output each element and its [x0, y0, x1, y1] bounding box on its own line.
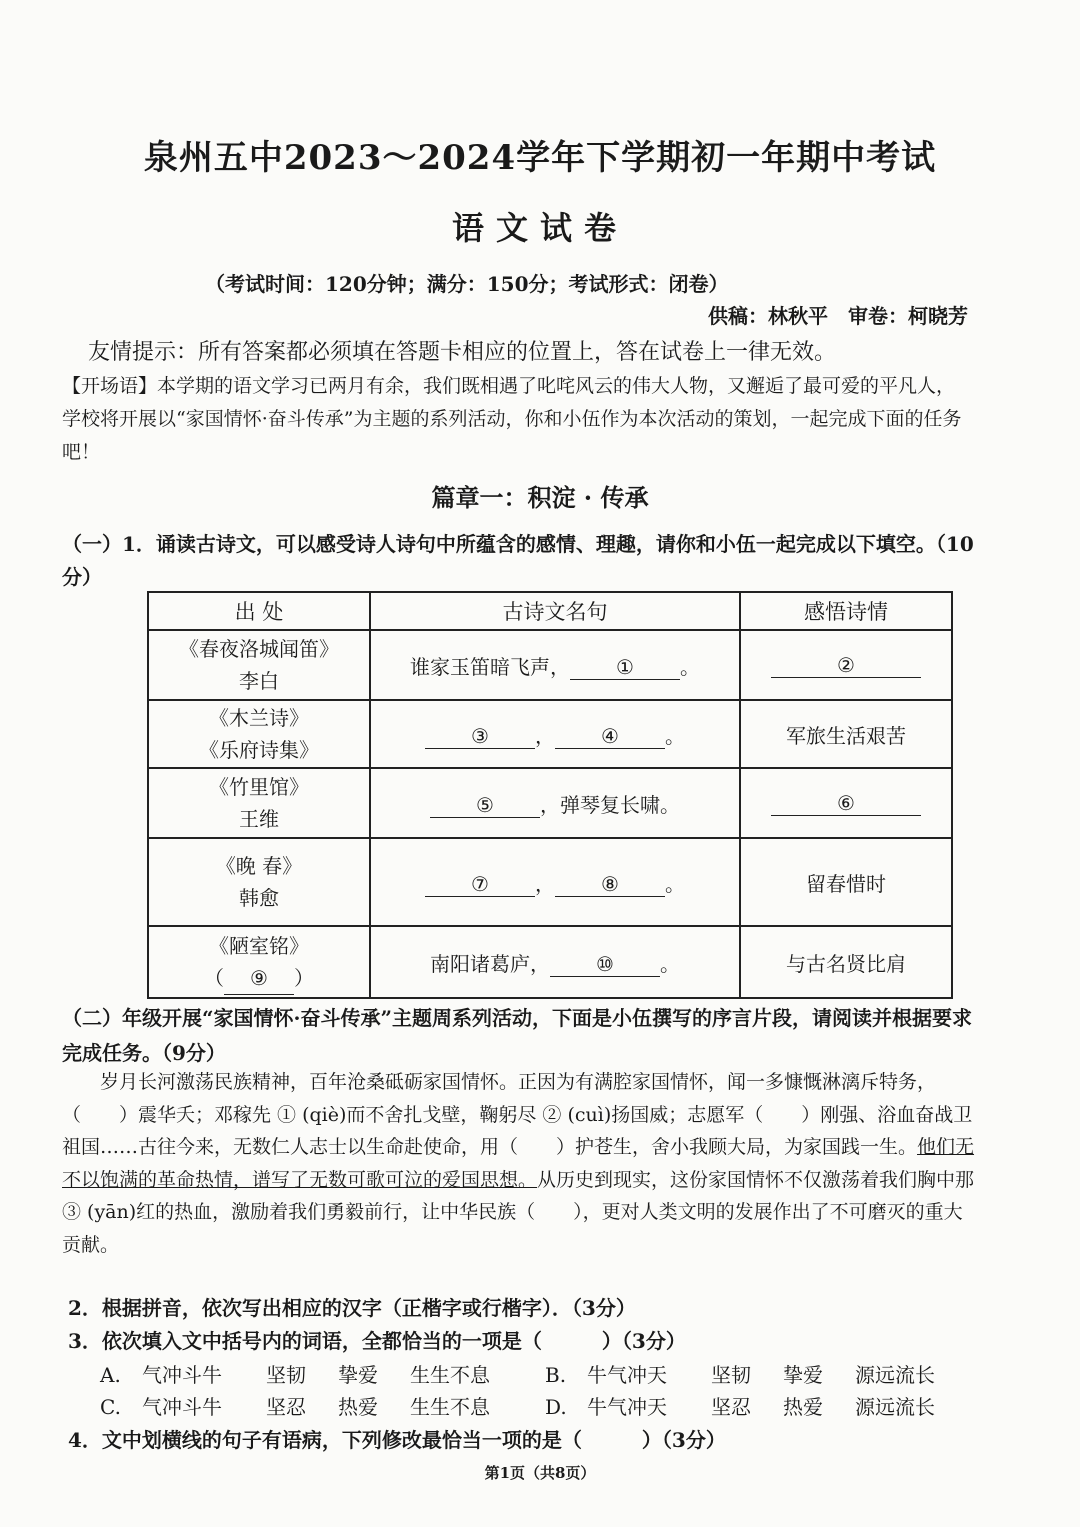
question-2: 2．根据拼音，依次写出相应的汉字（正楷字或行楷字）．（3分）	[68, 1296, 636, 1320]
verse-text: 南阳诸葛庐，	[430, 951, 550, 976]
answer-blank[interactable]: ⑦	[425, 872, 535, 897]
verse-end: 。	[665, 723, 685, 748]
option-word: 气冲斗牛	[142, 1395, 222, 1419]
answer-blank[interactable]: ⑤	[430, 793, 540, 818]
poem-table	[147, 591, 953, 999]
question-3: 3．依次填入文中括号内的词语，全都恰当的一项是（ ）（3分）	[68, 1329, 686, 1353]
question-group-2-prompt: （二）年级开展“家国情怀·奋斗传承”主题周系列活动，下面是小伍撰写的序言片段，请阅读并根据要求完成任务。（9分）	[62, 1006, 972, 1065]
verse-end: 。	[680, 654, 700, 679]
answer-blank[interactable]: ④	[555, 724, 665, 749]
header-source: 出 处	[148, 592, 370, 630]
option-word: 牛气冲天	[587, 1363, 667, 1387]
source-cell	[148, 700, 370, 768]
option[interactable]	[100, 1359, 545, 1391]
source-author: 《乐府诗集》	[199, 738, 319, 762]
verse-text: 谁家玉笛暗飞声，	[410, 654, 570, 679]
question-3-options	[100, 1359, 935, 1423]
feeling-cell	[740, 630, 952, 700]
verse-text: ，弹琴复长啸。	[540, 792, 680, 817]
answer-blank[interactable]: ⑨	[224, 962, 294, 995]
source-author-close: ）	[294, 965, 314, 990]
answer-blank[interactable]: ②	[771, 653, 921, 678]
verse-text: ，	[535, 871, 555, 896]
option-word: 热爱	[783, 1395, 823, 1419]
option-word: 牛气冲天	[587, 1395, 667, 1419]
options-row	[100, 1359, 935, 1391]
source-author: 韩愈	[239, 886, 279, 910]
option-word: 源远流长	[855, 1363, 935, 1387]
answer-blank[interactable]: ①	[570, 655, 680, 680]
answer-blank[interactable]: ③	[425, 724, 535, 749]
source-title: 《木兰诗》	[209, 706, 309, 730]
option-label: B.	[545, 1363, 567, 1387]
feeling-cell	[740, 838, 952, 926]
subject-title: 语文试卷	[451, 209, 628, 247]
option-word: 坚忍	[266, 1395, 306, 1419]
source-title: 《春夜洛城闻笛》	[179, 637, 339, 661]
section-title: 篇章一：积淀 · 传承	[431, 483, 649, 512]
table-row	[148, 700, 952, 768]
option-word: 挚爱	[338, 1363, 378, 1387]
question-1-prompt: （一）1．诵读古诗文，可以感受诗人诗句中所蕴含的感情、理趣，请你和小伍一起完成以下填空。（10分）	[62, 532, 974, 589]
option-word: 生生不息	[410, 1395, 490, 1419]
option-label: A.	[100, 1363, 121, 1387]
source-cell	[148, 926, 370, 998]
answer-blank[interactable]: ⑥	[771, 791, 921, 816]
verse-cell	[370, 768, 740, 838]
option-word: 气冲斗牛	[142, 1363, 222, 1387]
options-row	[100, 1391, 935, 1423]
verse-cell	[370, 926, 740, 998]
page-footer: 第1页（共8页）	[484, 1464, 596, 1482]
option-word: 坚韧	[711, 1363, 751, 1387]
source-title: 《陋室铭》	[209, 933, 309, 958]
passage-part-a: 岁月长河激荡民族精神，百年沧桑砥砺家国情怀。正因为有满腔家国情怀，闻一多慷慨淋漓斥特务，（ ）震华夭；邓稼先 ① (qiè)而不舍扎戈壁，鞠躬尽 ② (cuì)扬国威；志愿军（ ）刚强、浴血奋战卫祖国……古往今来，无数仁人志士以生命赴使命，用（ ）护苍生，舍小我顾大局，为家国践一生。	[62, 1071, 973, 1158]
intro-paragraph	[62, 370, 972, 469]
header-feeling: 感悟诗情	[740, 592, 952, 630]
source-author-open: （	[204, 965, 224, 990]
page-title: 泉州五中2023～2024学年下学期初一年期中考试	[143, 138, 937, 178]
table-row	[148, 768, 952, 838]
option-label: C.	[100, 1395, 121, 1419]
option-word: 源远流长	[855, 1395, 935, 1419]
source-cell	[148, 838, 370, 926]
source-author: 王维	[239, 807, 279, 831]
source-cell	[148, 768, 370, 838]
authors: 供稿：林秋平 审卷：柯晓芳	[708, 304, 968, 328]
header-verse: 古诗文名句	[370, 592, 740, 630]
feeling-cell	[740, 700, 952, 768]
option-word: 生生不息	[410, 1363, 490, 1387]
source-title: 《晚 春》	[215, 854, 303, 878]
table-row	[148, 838, 952, 926]
verse-end: 。	[660, 951, 680, 976]
option[interactable]	[545, 1391, 935, 1423]
option-word: 热爱	[338, 1395, 378, 1419]
feeling-text: 与古名贤比肩	[786, 951, 906, 976]
passage-text	[62, 1066, 977, 1261]
feeling-cell	[740, 768, 952, 838]
table-row	[148, 630, 952, 700]
friendly-tip: 友情提示：所有答案都必须填在答题卡相应的位置上，答在试卷上一律无效。	[88, 340, 837, 365]
option-word: 坚韧	[266, 1363, 306, 1387]
option-word: 挚爱	[783, 1363, 823, 1387]
table-header-row	[148, 592, 952, 630]
underlined-sentence: 他们无不以饱满的革命热情，谱写了无数可歌可泣的爱国思想。	[62, 1136, 975, 1191]
question-4: 4．文中划横线的句子有语病，下列修改最恰当一项的是（ ）（3分）	[68, 1428, 726, 1452]
answer-blank[interactable]: ⑧	[555, 872, 665, 897]
verse-end: 。	[665, 871, 685, 896]
verse-text: ，	[535, 723, 555, 748]
option[interactable]	[100, 1391, 545, 1423]
option[interactable]	[545, 1359, 935, 1391]
source-title: 《竹里馆》	[209, 775, 309, 799]
table-row	[148, 926, 952, 998]
exam-info: （考试时间：120分钟；满分：150分；考试形式：闭卷）	[205, 272, 729, 296]
source-cell	[148, 630, 370, 700]
verse-cell	[370, 838, 740, 926]
option-label: D.	[545, 1395, 567, 1419]
passage-part-b: 从历史到现实，这份家国情怀不仅激荡着我们胸中那 ③ (yān)红的热血，激励着我们勇毅前行，让中华民族（ ），更对人类文明的发展作出了不可磨灭的重大贡献。	[62, 1168, 975, 1256]
feeling-cell	[740, 926, 952, 998]
verse-cell	[370, 630, 740, 700]
option-word: 坚忍	[711, 1395, 751, 1419]
preface-passage	[62, 1066, 977, 1261]
source-author: 李白	[239, 669, 279, 693]
answer-blank[interactable]: ⑩	[550, 952, 660, 977]
feeling-text: 留春惜时	[806, 871, 886, 896]
intro-text: 【开场语】本学期的语文学习已两月有余，我们既相遇了叱咤风云的伟大人物，又邂逅了最可爱的平凡人，学校将开展以“家国情怀·奋斗传承”为主题的系列活动，你和小伍作为本次活动的策划，一起完成下面的任务吧！	[62, 375, 962, 463]
feeling-text: 军旅生活艰苦	[786, 723, 906, 748]
verse-cell	[370, 700, 740, 768]
